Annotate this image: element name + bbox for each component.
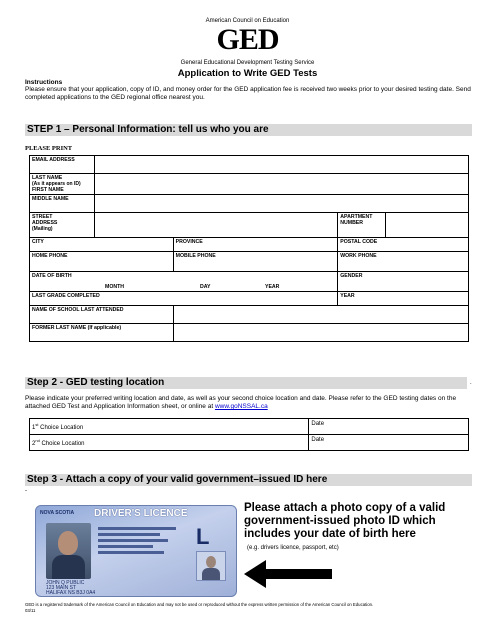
street-label: STREET ADDRESS (Mailing) [30, 213, 95, 238]
province-field[interactable]: PROVINCE [173, 238, 338, 252]
email-label: EMAIL ADDRESS [30, 156, 95, 174]
licence-class: L [196, 524, 210, 549]
location-table [29, 418, 469, 451]
attach-examples: (e.g. drivers licence, passport, etc) [247, 545, 339, 551]
licence-thumb-photo [196, 551, 226, 581]
school-field[interactable] [173, 306, 468, 324]
service-name: General Educational Development Testing Service [180, 60, 315, 66]
apartment-field[interactable] [386, 213, 469, 238]
name-field[interactable] [94, 174, 468, 195]
email-field[interactable] [94, 156, 468, 174]
second-choice-location[interactable]: 2nd Choice Location [30, 435, 309, 451]
postal-code-field[interactable]: POSTAL CODE [338, 238, 469, 252]
please-print: PLEASE PRINT [25, 145, 73, 152]
grade-year-field[interactable]: YEAR [338, 292, 469, 306]
school-label: NAME OF SCHOOL LAST ATTENDED [30, 306, 174, 324]
step2-text: Please indicate your preferred writing location and date, as well as your second choice location and date. Please refer to the GED testing dates on the attached GED Test and Application Information sheet, or online at www.goNSSAL.ca [25, 395, 457, 410]
day-label: DAY [200, 284, 211, 290]
org-name: American Council on Education [205, 18, 290, 24]
last-name-label: LAST NAME (As it appears on ID) FIRST NAME [30, 174, 95, 195]
last-grade-field[interactable]: LAST GRADE COMPLETED [30, 292, 338, 306]
city-field[interactable]: CITY [30, 238, 174, 252]
second-choice-date[interactable]: Date [309, 435, 469, 451]
licence-photo [46, 523, 91, 579]
ged-logo: GED [216, 23, 279, 56]
step3-dash: - [25, 488, 27, 494]
mobile-phone-field[interactable]: MOBILE PHONE [173, 252, 338, 272]
step3-header: Step 3 - Attach a copy of your valid government–issued ID here [25, 474, 472, 486]
website-link[interactable]: www.goNSSAL.ca [214, 403, 268, 410]
gender-field[interactable]: GENDER [338, 272, 469, 292]
former-last-name-field[interactable] [173, 324, 468, 342]
month-label: MONTH [105, 284, 125, 290]
licence-name: JOHN Q PUBLIC 123 MAIN ST HALIFAX NS B3J 0A4 [46, 580, 96, 596]
former-last-name-label: FORMER LAST NAME (If applicable) [30, 324, 174, 342]
footer-date: 03/11 [25, 608, 36, 613]
licence-title: DRIVER'S LICENCE [94, 508, 188, 519]
step1-header: STEP 1 – Personal Information: tell us who you are [25, 124, 472, 136]
year-label: YEAR [265, 284, 280, 290]
dob-field[interactable]: DATE OF BIRTH MONTH DAY YEAR [30, 272, 338, 292]
page-title: Application to Write GED Tests [177, 68, 318, 79]
licence-image: NOVA SCOTIA DRIVER'S LICENCE L JOHN Q PUBLIC 123 MAIN ST HALIFAX NS B3J 0A4 [35, 505, 237, 597]
left-arrow-icon [244, 558, 334, 590]
attach-instruction: Please attach a photo copy of a valid government-issued photo ID which includes your date of birth here [244, 502, 446, 540]
step2-dot: . [470, 380, 472, 386]
middle-name-field[interactable] [94, 195, 468, 213]
first-choice-location[interactable]: 1st Choice Location [30, 419, 309, 435]
personal-info-table [29, 155, 469, 342]
middle-name-label: MIDDLE NAME [30, 195, 95, 213]
licence-details [98, 524, 176, 557]
apartment-label: APARTMENT NUMBER [338, 213, 386, 238]
home-phone-field[interactable]: HOME PHONE [30, 252, 174, 272]
work-phone-field[interactable]: WORK PHONE [338, 252, 469, 272]
footer-legal: GED is a registered trademark of the American Council on Education and may not be used or reproduced without the express written permission of the American Council on Education. [25, 602, 374, 607]
instructions-heading: Instructions [25, 79, 63, 86]
street-field[interactable] [94, 213, 337, 238]
first-choice-date[interactable]: Date [309, 419, 469, 435]
instructions-text: Please ensure that your application, copy of ID, and money order for the GED application fee is received two weeks prior to your desired testing date. Send completed applications to the GED regional office nearest you. [25, 86, 471, 101]
step2-header: Step 2 - GED testing location [25, 377, 467, 389]
